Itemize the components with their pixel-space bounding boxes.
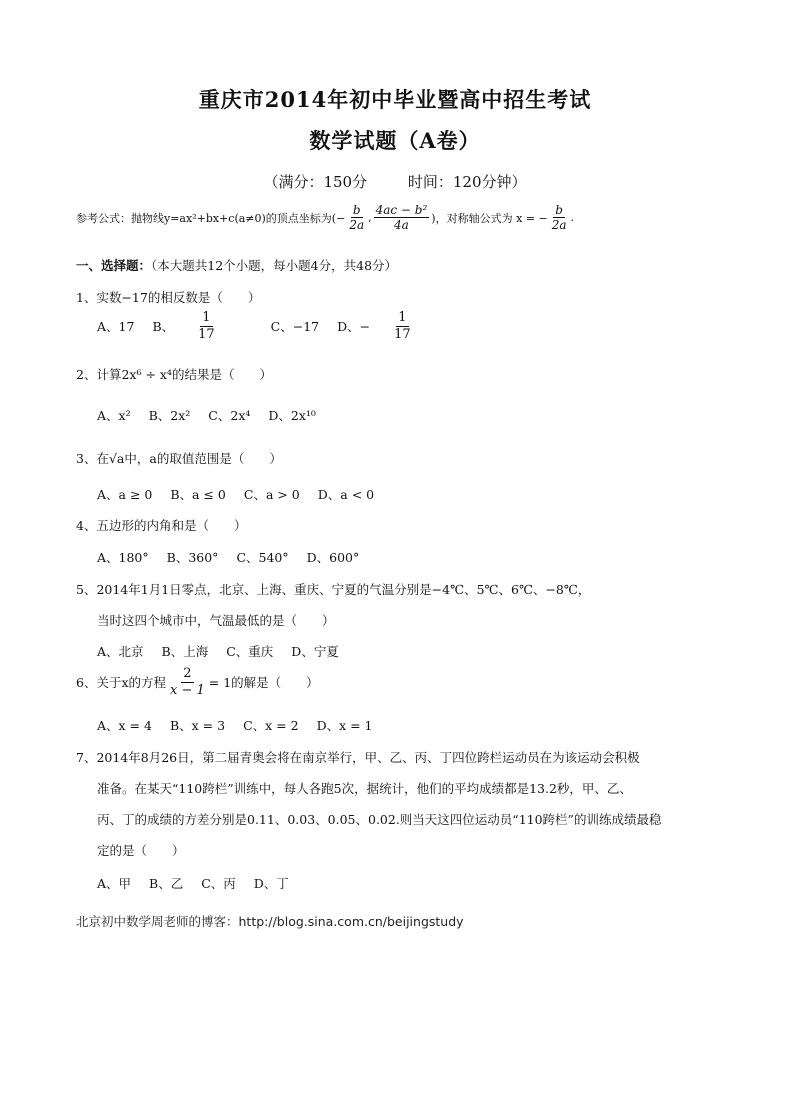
question-4-stem: 4、五边形的内角和是（ ） [76, 518, 247, 533]
option-d: D、x = 1 [316, 718, 373, 733]
option-b: B、a ≤ 0 [170, 487, 226, 502]
exam-time: 时间：120分钟） [407, 173, 527, 191]
question-7-stem: 7、2014年8月26日，第二届青奥会将在南京举行，甲、乙、丙、丁四位跨栏运动员在为该运动会积极 [76, 750, 640, 765]
option-c: C、x = 2 [243, 718, 299, 733]
option-b: B、x = 3 [169, 718, 226, 733]
question-3-stem: 3、在√a中，a的取值范围是（ ） [76, 451, 282, 466]
option-d: D、a < 0 [317, 487, 375, 502]
option-c: C、a > 0 [243, 487, 300, 502]
fraction [168, 666, 207, 698]
question-1-stem: 1、实数−17的相反数是（ ） [76, 290, 261, 305]
fraction-numerator: 2 [183, 666, 192, 681]
section-note: （本大题共12个小题，每小题4分，共48分） [151, 258, 398, 273]
option-a: A、甲 [97, 876, 132, 891]
option-a: A、a ≥ 0 [97, 487, 153, 502]
option-c: C、重庆 [226, 644, 274, 659]
option-a: A、x² [97, 408, 131, 423]
fraction-axis [550, 203, 569, 233]
fraction-denominator: 4a [394, 218, 409, 233]
fraction-numerator: 1 [398, 310, 407, 325]
section-heading [76, 256, 397, 274]
fraction-denominator: 2a [551, 218, 567, 233]
fraction [392, 310, 431, 342]
question-text: = 1的解是（ ） [208, 675, 319, 691]
question-3-options [97, 485, 392, 503]
option-d [337, 310, 449, 342]
option-b: B、2x² [148, 408, 191, 423]
fraction-numerator: 4ac − b² [375, 203, 428, 217]
exam-subtitle: 数学试题（A卷） [309, 128, 481, 153]
reference-formula [76, 203, 716, 233]
question-5-options [97, 642, 357, 660]
option-a: A、17 [97, 319, 135, 335]
fraction-numerator: 1 [202, 310, 211, 325]
option-b: B、乙 [149, 876, 184, 891]
fraction-numerator: b [555, 203, 563, 217]
question-7-stem-cont: 定的是（ ） [97, 843, 185, 858]
option-b: B、上海 [161, 644, 209, 659]
question-text: 6、关于x的方程 [76, 675, 167, 691]
question-6-options [97, 716, 391, 734]
option-c: C、2x⁴ [208, 408, 251, 423]
option-d: D、宁夏 [291, 644, 339, 659]
question-2-stem: 2、计算2x⁶ ÷ x⁴的结果是（ ） [76, 367, 272, 382]
question-7-stem-cont: 准备。在某天“110跨栏”训练中，每人各跑5次，据统计，他们的平均成绩都是13.2秒，甲、乙、 [97, 781, 632, 796]
option-c: C、540° [236, 550, 289, 565]
question-7-stem-cont: 丙、丁的成绩的方差分别是0.11、0.03、0.05、0.02.则当天这四位运动员“110跨栏”的训练成绩最稳 [97, 812, 662, 827]
fraction-denominator: 17 [198, 326, 215, 342]
question-5-stem-cont: 当时这四个城市中，气温最低的是（ ） [97, 613, 335, 628]
question-6-stem [76, 666, 319, 698]
fraction-vertex-y [374, 203, 430, 233]
option-a: A、x = 4 [97, 718, 152, 733]
option-d: D、600° [306, 550, 360, 565]
exam-info [0, 171, 790, 192]
fraction-denominator: 17 [394, 326, 411, 342]
option-d: D、2x¹⁰ [268, 408, 316, 423]
question-7-options [97, 874, 307, 892]
question-1-options [97, 310, 467, 342]
footer-blog-link[interactable]: 北京初中数学周老师的博客：http://blog.sina.com.cn/beijingstudy [76, 914, 464, 929]
option-label: B、 [152, 319, 175, 335]
option-b: B、360° [166, 550, 219, 565]
option-label: D、− [337, 319, 371, 335]
option-b [152, 310, 252, 342]
reference-prefix: 参考公式：抛物线y=ax²+bx+c(a≠0)的顶点坐标为(− [76, 211, 346, 225]
option-a: A、180° [97, 550, 149, 565]
full-score: （满分：150分 [263, 173, 368, 191]
reference-end: . [570, 211, 575, 225]
question-2-options [97, 406, 334, 424]
reference-sep: , [368, 211, 372, 225]
fraction-denominator: 2a [349, 218, 365, 233]
option-a: A、北京 [97, 644, 144, 659]
option-c: C、丙 [201, 876, 236, 891]
fraction-vertex-x [347, 203, 366, 233]
fraction-denominator: x − 1 [170, 682, 205, 698]
fraction [196, 310, 235, 342]
section-title: 一、选择题： [76, 258, 152, 273]
fraction-numerator: b [352, 203, 361, 217]
reference-mid: )，对称轴公式为 x = − [431, 211, 548, 225]
option-c: C、−17 [270, 319, 320, 335]
question-5-stem: 5、2014年1月1日零点，北京、上海、重庆、宁夏的气温分别是−4℃、5℃、6℃、−8℃， [76, 582, 591, 597]
question-4-options [97, 548, 377, 566]
exam-title: 重庆市2014年初中毕业暨高中招生考试 [198, 87, 592, 112]
option-d: D、丁 [253, 876, 289, 891]
